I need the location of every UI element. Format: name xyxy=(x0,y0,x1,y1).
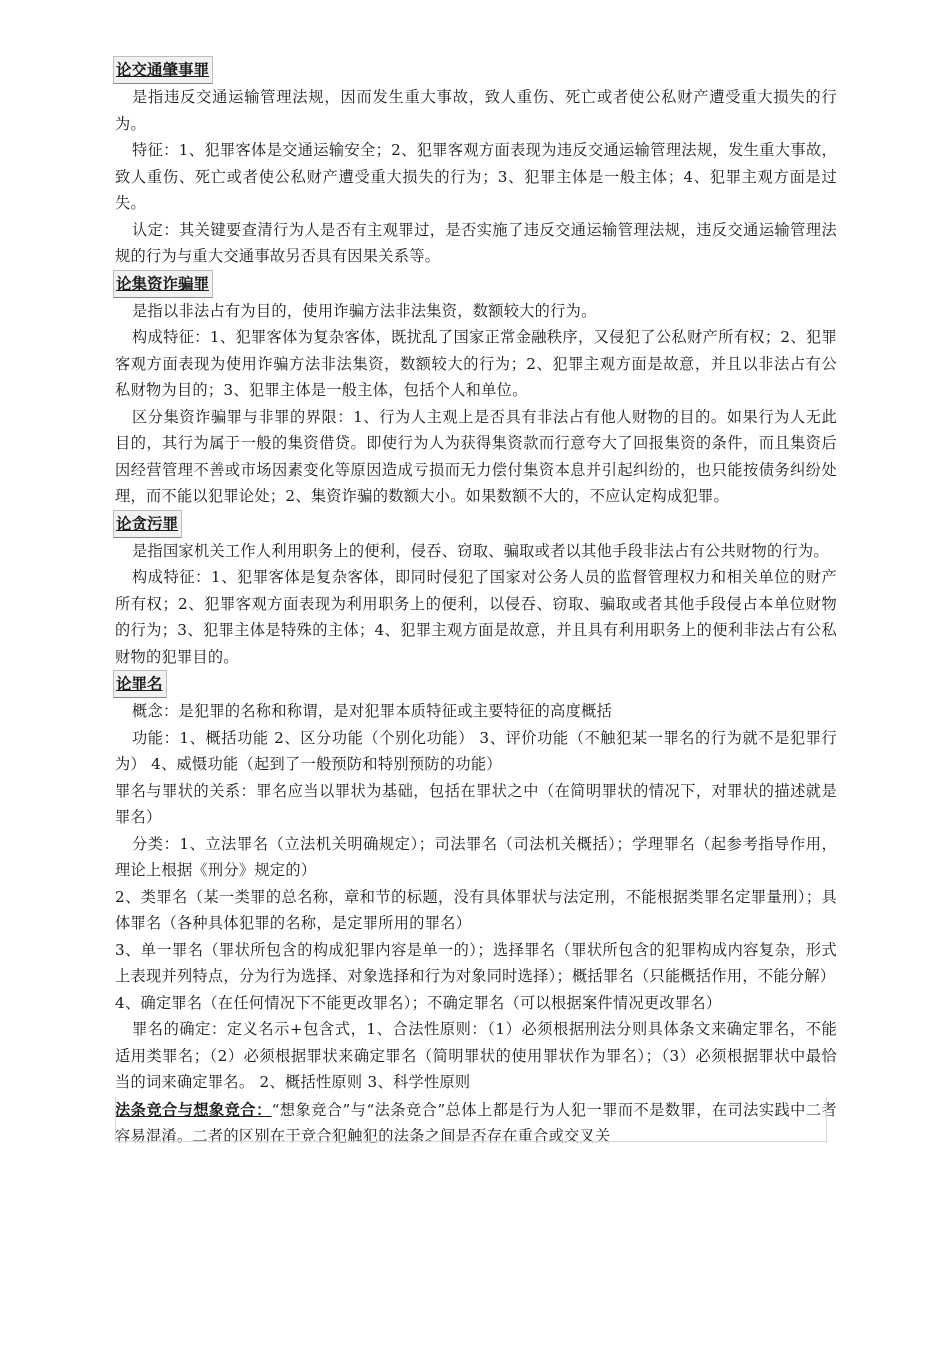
paragraph: 3、单一罪名（罪状所包含的构成犯罪内容是单一的）；选择罪名（罪状所包含的犯罪构成内容复杂，形式上表现并列特点，分为行为选择、对象选择和行为对象同时选择）；概括罪名（只能概括作用，不能分解） xyxy=(115,940,837,985)
document-page xyxy=(115,56,837,1150)
paragraph xyxy=(115,1097,837,1150)
section-crime-names xyxy=(115,670,837,1096)
section-heading: 论交通肇事罪 xyxy=(113,56,213,84)
paragraph: 区分集资诈骗罪与非罪的界限：1、行为人主观上是否具有非法占有他人财物的目的。如果行为人无此目的，其行为属于一般的集资借贷。即使行为人为获得集资款而行意夸大了回报集资的条件，而且集资后因经营管理不善或市场因素变化等原因造成亏损而无力偿付集资本息并引起纠纷的，也只能按债务纠纷处理，而不能以犯罪论处；2、集资诈骗的数额大小。如果数额不大的，不应认定构成犯罪。 xyxy=(115,407,837,505)
paragraph: 分类：1、立法罪名（立法机关明确规定）；司法罪名（司法机关概括）；学理罪名（起参考指导作用，理论上根据《刑分》规定的） xyxy=(115,834,837,879)
paragraph: 认定：其关键要查清行为人是否有主观罪过，是否实施了违反交通运输管理法规，违反交通运输管理法规的行为与重大交通事故另否具有因果关系等。 xyxy=(115,220,837,265)
paragraph: 概念：是犯罪的名称和称谓，是对犯罪本质特征或主要特征的高度概括 xyxy=(132,702,613,720)
section-embezzlement xyxy=(115,510,837,671)
paragraph: 构成特征：1、犯罪客体为复杂客体，既扰乱了国家正常金融秩序，又侵犯了公私财产所有权；2、犯罪客观方面表现为使用诈骗方法非法集资，数额较大的行为；2、犯罪主观方面是故意，并且以非法占有公私财物为目的；3、犯罪主体是一般主体，包括个人和单位。 xyxy=(115,328,837,399)
paragraph: 2、类罪名（某一类罪的总名称，章和节的标题，没有具体罪状与法定刑，不能根据类罪名定罪量刑）；具体罪名（各种具体犯罪的名称，是定罪所用的罪名） xyxy=(115,887,837,932)
section-traffic-accident xyxy=(115,56,837,270)
paragraph: 是指以非法占有为目的，使用诈骗方法非法集资，数额较大的行为。 xyxy=(132,301,597,320)
section-heading: 论贪污罪 xyxy=(113,510,182,538)
section-heading: 论罪名 xyxy=(113,670,167,698)
section-heading: 论集资诈骗罪 xyxy=(113,270,213,298)
paragraph: 4、确定罪名（在任何情况下不能更改罪名）；不确定罪名（可以根据案件情况更改罪名） xyxy=(115,993,722,1012)
section-fund-fraud xyxy=(115,270,837,510)
paragraph: 功能：1、概括功能 2、区分功能（个别化功能） 3、评价功能（不触犯某一罪名的行为就不是犯罪行为） 4、威慑功能（起到了一般预防和特别预防的功能） xyxy=(115,728,837,773)
section-heading: 法条竞合与想象竞合： xyxy=(115,1100,272,1119)
section-competition xyxy=(115,1097,837,1150)
paragraph: 罪名与罪状的关系：罪名应当以罪状为基础，包括在罪状之中（在简明罪状的情况下，对罪状的描述就是罪名） xyxy=(115,781,837,826)
paragraph: 是指国家机关工作人利用职务上的便利，侵吞、窃取、骗取或者以其他手段非法占有公共财物的行为。 xyxy=(132,541,829,560)
paragraph: 特征：1、犯罪客体是交通运输安全；2、犯罪客观方面表现为违反交通运输管理法规，发生重大事故，致人重伤、死亡或者使公私财产遭受重大损失的行为；3、犯罪主体是一般主体；4、犯罪主观方面是过失。 xyxy=(115,141,837,212)
paragraph: 罪名的确定：定义名示+包含式，1、合法性原则：（1）必须根据刑法分则具体条文来确定罪名，不能适用类罪名；（2）必须根据罪状来确定罪名（简明罪状的使用罪状作为罪名）；（3）必须根据罪状中最恰当的词来确定罪名。 2、概括性原则 3、科学性原则 xyxy=(115,1020,837,1091)
paragraph: 构成特征：1、犯罪客体是复杂客体，即同时侵犯了国家对公务人员的监督管理权力和相关单位的财产所有权；2、犯罪客观方面表现为利用职务上的便利，以侵吞、窃取、骗取或者其他手段侵占本单位财物的行为；3、犯罪主体是特殊的主体；4、犯罪主观方面是故意，并且具有利用职务上的便利非法占有公私财物的犯罪目的。 xyxy=(115,568,837,666)
paragraph-text: “想象竞合”与“法条竞合”总体上都是行为人犯一罪而不是数罪，在司法实践中二者容易混淆。二者的区别在于竞合犯触犯的法条之间是否存在重合或交叉关 xyxy=(115,1100,837,1145)
paragraph: 是指违反交通运输管理法规，因而发生重大事故，致人重伤、死亡或者使公私财产遭受重大损失的行为。 xyxy=(115,88,837,133)
